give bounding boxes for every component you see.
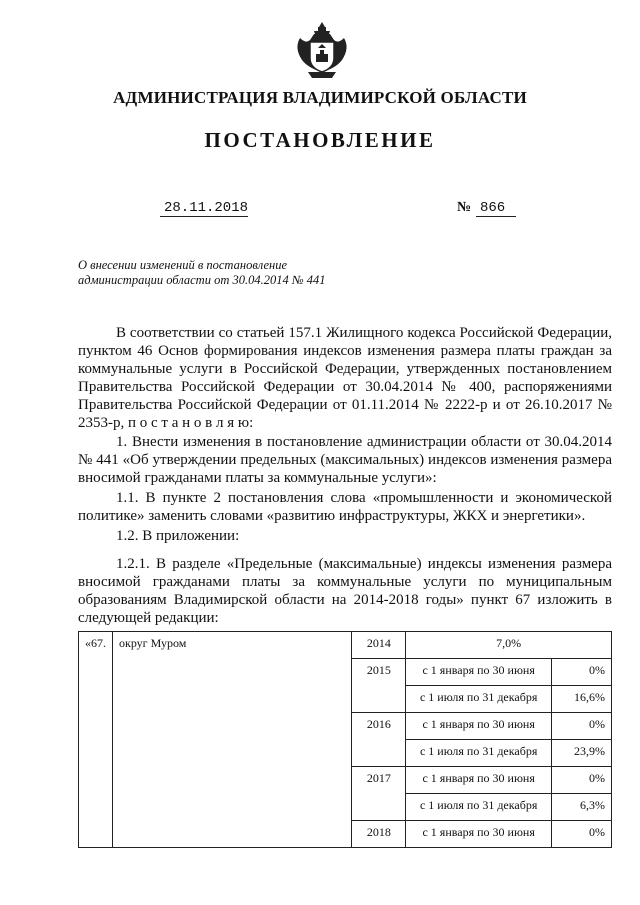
item-number-cell: «67. [79, 632, 113, 848]
value-cell: 0% [552, 767, 612, 794]
year-cell: 2014 [352, 632, 406, 659]
number-label: № [457, 200, 472, 215]
period-cell: с 1 января по 30 июня [406, 821, 552, 848]
coat-of-arms-icon [292, 20, 352, 82]
paragraph-item-1-1: 1.1. В пункте 2 постановления слова «промышленности и экономической политике» заменить словами «развитию инфраструктуры, ЖКХ и энергетики». [78, 490, 612, 524]
value-cell: 6,3% [552, 794, 612, 821]
paragraph-item-1-2: 1.2. В приложении: [116, 528, 240, 544]
document-type: ПОСТАНОВЛЕНИЕ [204, 128, 436, 152]
subject-line-2: администрации области от 30.04.2014 № 441 [78, 273, 326, 287]
value-cell: 23,9% [552, 740, 612, 767]
document-subject [78, 258, 378, 288]
value-cell: 0% [552, 713, 612, 740]
organization-name: АДМИНИСТРАЦИЯ ВЛАДИМИРСКОЙ ОБЛАСТИ [113, 88, 527, 107]
period-cell: с 1 января по 30 июня [406, 767, 552, 794]
value-cell: 0% [552, 659, 612, 686]
year-cell: 2017 [352, 767, 406, 821]
period-cell: с 1 января по 30 июня [406, 659, 552, 686]
period-cell: с 1 июля по 31 декабря [406, 740, 552, 767]
municipality-cell: округ Муром [113, 632, 352, 848]
value-cell: 0% [552, 821, 612, 848]
period-cell: с 1 июля по 31 декабря [406, 794, 552, 821]
year-cell: 2015 [352, 659, 406, 713]
value-cell: 7,0% [406, 632, 612, 659]
period-cell: с 1 января по 30 июня [406, 713, 552, 740]
paragraph-preamble: В соответствии со статьей 157.1 Жилищного кодекса Российской Федерации, пунктом 46 Основ формирования индексов изменения размера платы граждан за коммунальные услуги в Российской Федерации, утвержденных постановлением Правительства Российской Федерации от 30.04.2014 № 400, распоряжениями Правительства Российской Федерации от 01.11.2014 № 2222-р и от 26.10.2017 № 2353-р, п о с т а н о в л я ю: [78, 325, 612, 431]
paragraph-item-1-2-1: 1.2.1. В разделе «Предельные (максимальные) индексы изменения размера вносимой гражданами платы за коммунальные услуги по муниципальным образованиям Владимирской области на 2014-2018 годы» пункт 67 изложить в следующей редакции: [78, 556, 612, 626]
document-date: 28.11.2018 [160, 200, 248, 217]
value-cell: 16,6% [552, 686, 612, 713]
paragraph-item-1: 1. Внести изменения в постановление администрации области от 30.04.2014 № 441 «Об утверждении предельных (максимальных) индексов изменения размера вносимой гражданами платы за коммунальные услуги»: [78, 434, 612, 486]
indices-table [78, 631, 612, 848]
table-row [79, 632, 612, 659]
year-cell: 2018 [352, 821, 406, 848]
period-cell: с 1 июля по 31 декабря [406, 686, 552, 713]
document-number: 866 [476, 200, 516, 217]
year-cell: 2016 [352, 713, 406, 767]
subject-line-1: О внесении изменений в постановление [78, 258, 288, 272]
